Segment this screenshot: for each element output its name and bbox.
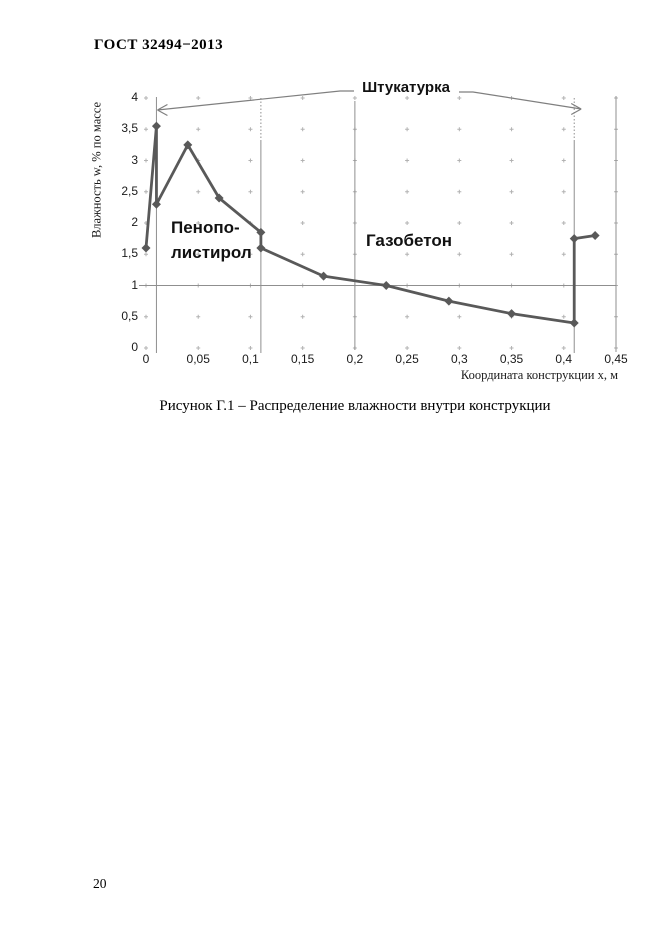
annotation-penopolistirol-line1: Пенопо- [171, 218, 240, 237]
grid-cross [144, 252, 148, 256]
grid-cross [301, 346, 305, 350]
chart-canvas [0, 0, 661, 400]
moisture-distribution-chart [0, 0, 661, 400]
grid-cross [457, 315, 461, 319]
grid-cross [457, 96, 461, 100]
x-tick-label: 0,1 [242, 352, 259, 366]
grid-cross [457, 190, 461, 194]
y-tick-label: 0 [131, 340, 138, 354]
y-tick-label: 1,5 [121, 246, 138, 261]
grid-cross [405, 159, 409, 163]
figure-caption: Рисунок Г.1 – Распределение влажности внутри конструкции [159, 398, 551, 414]
grid-cross [196, 190, 200, 194]
grid-cross [144, 159, 148, 163]
data-point-marker [152, 122, 161, 131]
data-point-marker [382, 281, 391, 290]
grid-cross [196, 221, 200, 225]
grid-cross [196, 252, 200, 256]
x-axis-title: Координата конструкции x, м [460, 368, 618, 382]
grid-cross [405, 346, 409, 350]
grid-cross [301, 221, 305, 225]
grid-cross [562, 190, 566, 194]
grid-cross [144, 315, 148, 319]
annotation-shtukaturka: Штукатурка [362, 79, 450, 96]
grid-cross [457, 221, 461, 225]
grid-cross [144, 127, 148, 131]
grid-cross [196, 127, 200, 131]
grid-cross [196, 346, 200, 350]
grid-cross [301, 252, 305, 256]
grid-cross [405, 96, 409, 100]
grid-cross [457, 346, 461, 350]
grid-cross [562, 252, 566, 256]
grid-cross [144, 190, 148, 194]
data-point-marker [256, 244, 265, 253]
grid-cross [457, 127, 461, 131]
data-point-marker [507, 309, 516, 318]
grid-cross [510, 159, 514, 163]
grid-cross [405, 127, 409, 131]
x-tick-label: 0,45 [604, 352, 628, 366]
grid-cross [248, 190, 252, 194]
grid-cross [196, 315, 200, 319]
grid-cross [144, 346, 148, 350]
grid-cross [405, 252, 409, 256]
document-number: ГОСТ 32494−2013 [94, 37, 224, 53]
y-tick-label: 0,5 [121, 308, 138, 323]
grid-cross [562, 96, 566, 100]
data-point-marker [319, 272, 328, 281]
data-point-marker [591, 231, 600, 240]
data-point-marker [570, 234, 579, 243]
grid-cross [405, 190, 409, 194]
grid-cross [248, 127, 252, 131]
grid-cross [301, 127, 305, 131]
grid-cross [405, 315, 409, 319]
grid-cross [248, 159, 252, 163]
grid-cross [562, 315, 566, 319]
x-tick-label: 0,35 [499, 352, 524, 366]
y-tick-label: 2 [131, 215, 138, 229]
grid-cross [510, 221, 514, 225]
grid-cross [562, 346, 566, 350]
x-tick-label: 0 [142, 352, 150, 366]
y-tick-label: 3 [131, 152, 138, 167]
data-point-marker [142, 244, 151, 253]
grid-cross [248, 96, 252, 100]
grid-cross [510, 190, 514, 194]
grid-cross [301, 190, 305, 194]
annotation-arrow-right [459, 92, 581, 115]
y-tick-label: 4 [131, 90, 138, 104]
grid-cross [562, 159, 566, 163]
grid-cross [562, 127, 566, 131]
grid-cross [301, 315, 305, 319]
y-tick-label: 2,5 [121, 183, 138, 198]
x-tick-label: 0,4 [555, 352, 573, 366]
grid-cross [510, 252, 514, 256]
x-tick-label: 0,2 [346, 352, 364, 366]
grid-cross [457, 252, 461, 256]
annotation-gazobeton: Газобетон [366, 231, 452, 250]
data-point-marker [570, 319, 579, 328]
x-tick-label: 0,25 [395, 352, 419, 366]
y-axis-title: Влажность w, % по массе [89, 101, 104, 239]
grid-cross [510, 346, 514, 350]
grid-cross [248, 252, 252, 256]
grid-cross [196, 96, 200, 100]
x-tick-label: 0,05 [186, 352, 210, 366]
data-point-marker [444, 297, 453, 306]
grid-cross [457, 159, 461, 163]
grid-cross [301, 159, 305, 163]
grid-cross [353, 96, 357, 100]
grid-cross [144, 96, 148, 100]
page-number: 20 [93, 876, 107, 891]
y-tick-label: 3,5 [121, 121, 138, 136]
y-tick-label: 1 [131, 277, 138, 292]
data-series-line [146, 126, 595, 323]
grid-cross [301, 96, 305, 100]
annotation-arrow-left [157, 91, 354, 116]
grid-cross [248, 346, 252, 350]
grid-cross [405, 221, 409, 225]
x-tick-label: 0,15 [290, 352, 315, 366]
annotation-penopolistirol-line2: листирол [171, 243, 252, 262]
grid-cross [510, 127, 514, 131]
x-tick-label: 0,3 [450, 352, 468, 366]
grid-cross [562, 221, 566, 225]
grid-cross [248, 315, 252, 319]
